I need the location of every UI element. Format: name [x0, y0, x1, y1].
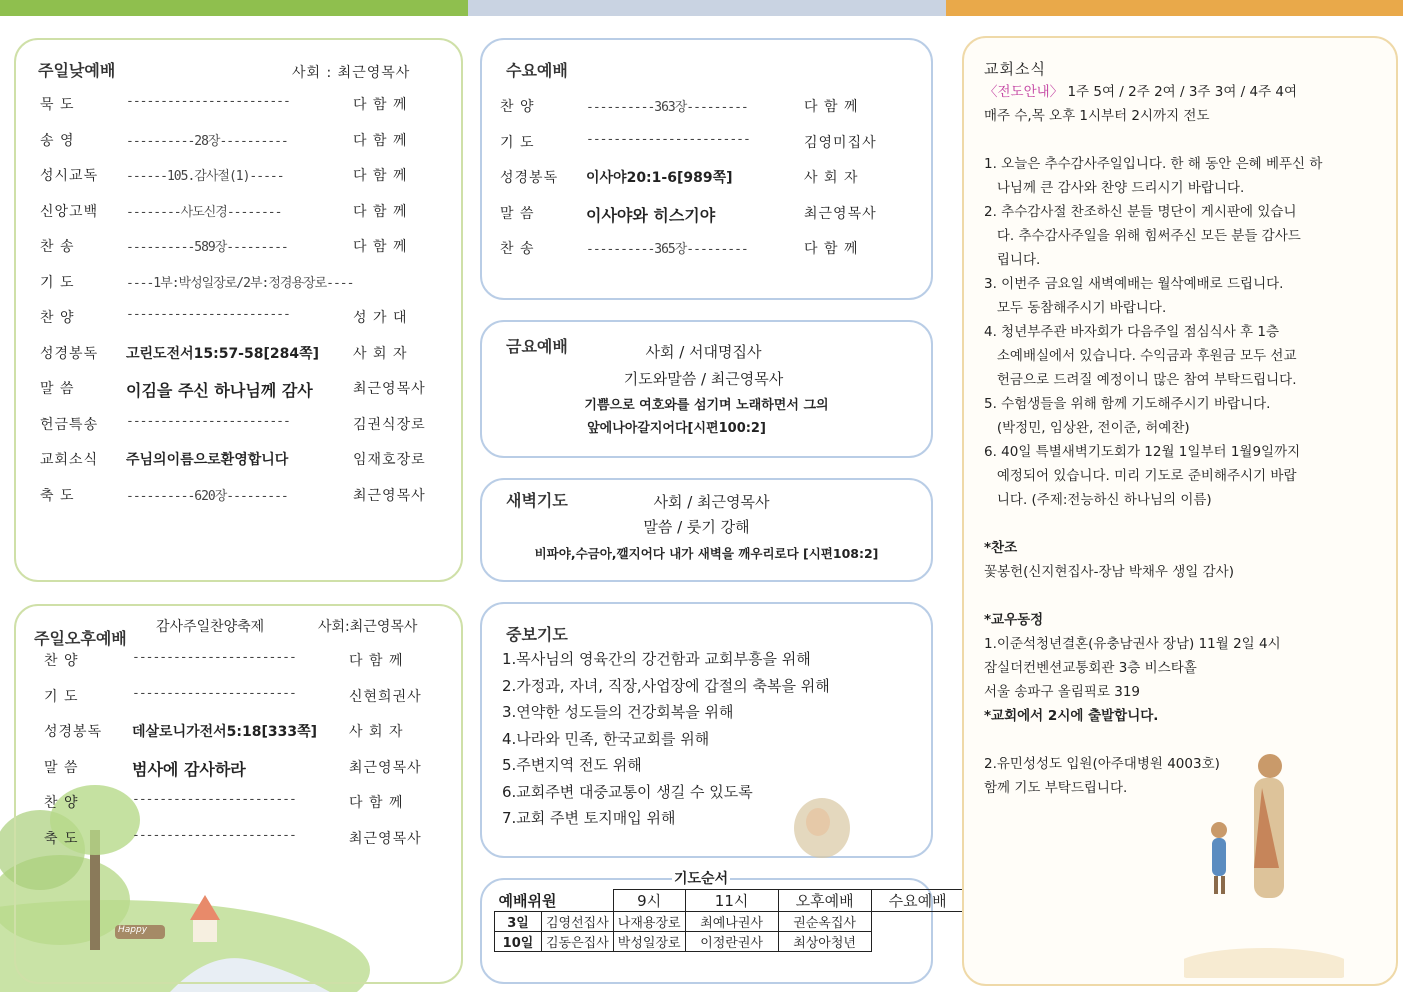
row-label: 송 영	[40, 132, 75, 149]
service-row	[16, 272, 461, 296]
row-person: 김권식장로	[353, 416, 426, 433]
service-row	[16, 792, 461, 816]
row-content: 이사야20:1-6[989쪽]	[586, 170, 733, 186]
row-content: ------------------------	[126, 413, 290, 429]
news-text: 2. 추수감사절 찬조하신 분들 명단이 게시판에 있습니	[984, 204, 1297, 220]
prayer-schedule-header	[495, 890, 965, 912]
news-text: 다. 추수감사주일을 위해 힘써주신 모든 분들 감사드	[984, 228, 1301, 244]
news-line	[984, 608, 1364, 632]
row-label: 찬 송	[500, 241, 535, 257]
news-text: 잠실더컨벤션교통회관 3층 비스타홀	[984, 660, 1197, 676]
dawn-prayer-panel	[480, 478, 933, 582]
row-label: 성경봉독	[40, 345, 99, 362]
row-person: 다 함 께	[353, 132, 408, 149]
row-person: 최근영목사	[353, 487, 426, 504]
header-cell: 수요예배	[871, 890, 964, 912]
friday-verse-1: 기쁨으로 여호와를 섬기며 노래하면서 그의	[584, 398, 829, 413]
row-label: 기 도	[44, 688, 79, 705]
news-line	[984, 776, 1364, 800]
table-cell: 김영선집사	[542, 912, 614, 932]
row-content: 범사에 감사하라	[132, 759, 246, 779]
row-person: 사 회 자	[804, 170, 859, 186]
row-label: 찬 양	[44, 653, 79, 669]
row-content: ------------------------	[132, 650, 296, 665]
news-line	[984, 512, 1364, 536]
row-label: 기 도	[500, 134, 535, 151]
row-content: ------------------------	[132, 685, 296, 701]
sunday-afternoon-subtitle: 감사주일찬양축제	[156, 619, 265, 635]
news-line	[984, 704, 1364, 728]
row-person: 최근영목사	[804, 205, 877, 222]
row-content: 이사야와 히스기야	[586, 205, 716, 225]
row-person: 사 회 자	[353, 345, 408, 362]
list-item: 7.교회 주변 토지매입 위해	[502, 809, 676, 827]
news-text: 소예배실에서 있습니다. 수익금과 후원금 모두 선교	[984, 348, 1297, 364]
news-text: 2.유민성성도 입원(아주대병원 4003호)	[984, 756, 1220, 772]
news-line	[984, 248, 1364, 272]
row-person: 김영미집사	[804, 134, 877, 151]
news-line	[984, 272, 1364, 296]
news-line	[984, 200, 1364, 224]
news-text: 나님께 큰 감사와 찬양 드리시기 바랍니다.	[984, 180, 1245, 196]
row-label: 축 도	[44, 830, 79, 847]
row-person: 성 가 대	[353, 310, 408, 326]
row-label: 찬 양	[500, 99, 535, 115]
news-text: (박정민, 임상완, 전이준, 허예찬)	[984, 420, 1190, 436]
row-person: 최근영목사	[353, 381, 426, 397]
header-cell: 11시	[685, 890, 778, 912]
news-text: 꽃봉헌(신지현집사-장남 박채우 생일 감사)	[984, 564, 1234, 580]
row-content: ----------365장---------	[586, 242, 748, 257]
news-text: 1. 오늘은 추수감사주일입니다. 한 해 동안 은혜 베푸신 하	[984, 156, 1323, 172]
row-label: 찬 양	[40, 310, 75, 326]
service-row	[16, 485, 461, 509]
row-person: 최근영목사	[349, 759, 422, 776]
row-label: 성경봉독	[500, 170, 559, 186]
news-line	[984, 488, 1364, 512]
row-label: 말 씀	[40, 381, 75, 397]
news-line	[984, 536, 1364, 560]
figure-illustration	[782, 794, 862, 858]
row-label: 축 도	[40, 487, 75, 504]
row-label: 찬 송	[40, 239, 75, 255]
sunday-morning-leader: 사회 : 최근영목사	[292, 65, 411, 81]
table-cell: 나재용장로	[613, 912, 685, 932]
list-item: 1.목사님의 영육간의 강건함과 교회부흥을 위해	[502, 650, 811, 668]
table-cell: 최예나권사	[685, 912, 778, 932]
friday-leader: 사회 / 서대명집사	[645, 343, 762, 361]
table-cell: 최상아청년	[778, 932, 871, 952]
news-text: 3. 이번주 금요일 새벽예배는 월삭예배로 드립니다.	[984, 276, 1284, 292]
news-text: 4. 청년부주관 바자회가 다음주일 점심식사 후 1층	[984, 324, 1279, 340]
news-text: *교회에서 2시에 출발합니다.	[984, 708, 1159, 724]
news-text: 〈전도안내〉	[984, 84, 1064, 100]
intercession-panel	[480, 602, 933, 858]
service-row	[16, 94, 461, 118]
table-cell: 박성일장로	[613, 932, 685, 952]
news-line	[984, 632, 1364, 656]
row-label: 성경봉독	[44, 724, 103, 740]
service-row	[482, 167, 931, 191]
news-line	[984, 152, 1364, 176]
news-line	[984, 128, 1364, 152]
sunday-afternoon-leader: 사회:최근영목사	[318, 619, 418, 635]
row-label: 성시교독	[40, 168, 99, 184]
news-line	[984, 656, 1364, 680]
news-text: 1.이준석청년결혼(유충남권사 장남) 11월 2일 4시	[984, 636, 1281, 652]
news-text: 매주 수,목 오후 1시부터 2시까지 전도	[984, 108, 1210, 124]
sunday-morning-title: 주일낮예배	[38, 61, 116, 80]
news-line	[984, 464, 1364, 488]
service-row	[16, 130, 461, 154]
list-item: 5.주변지역 전도 위해	[502, 756, 642, 774]
wednesday-title: 수요예배	[506, 61, 568, 80]
service-row	[16, 757, 461, 781]
header-cell: 오후예배	[778, 890, 871, 912]
church-news-title: 교회소식	[984, 60, 1046, 78]
row-person: 다 함 께	[353, 239, 408, 255]
news-line	[984, 728, 1364, 752]
service-row	[482, 96, 931, 120]
sunday-afternoon-title: 주일오후예배	[34, 629, 127, 648]
news-line	[984, 176, 1364, 200]
service-row	[16, 307, 461, 331]
table-cell: 권순옥집사	[778, 912, 871, 932]
row-label: 교회소식	[40, 452, 99, 468]
row-person: 다 함 께	[804, 99, 859, 115]
table-row	[495, 912, 965, 932]
row-person: 사 회 자	[349, 724, 404, 740]
list-item: 4.나라와 민족, 한국교회를 위해	[502, 729, 710, 748]
news-line	[984, 80, 1364, 104]
row-label: 기 도	[40, 274, 75, 291]
row-content: 데살로니가전서5:18[333쪽]	[132, 724, 318, 740]
row-content: ----1부:박성일장로/2부:정경용장로----	[126, 275, 354, 291]
row-content: ----------589장---------	[126, 240, 288, 255]
row-content: ----------28장----------	[126, 133, 288, 149]
friday-title: 금요예배	[506, 337, 568, 356]
row-label: 신앙고백	[40, 203, 99, 220]
row-person: 임재호장로	[353, 452, 426, 468]
date-cell: 3일	[495, 912, 542, 932]
table-cell: 이정란권사	[685, 932, 778, 952]
service-row	[16, 165, 461, 189]
service-row	[16, 721, 461, 745]
dawn-prayer-title: 새벽기도	[506, 491, 568, 510]
news-text: 5. 수험생들을 위해 함께 기도해주시기 바랍니다.	[984, 396, 1271, 412]
news-line	[984, 104, 1364, 128]
row-content: ------------------------	[132, 827, 296, 843]
row-content: 고린도전서15:57-58[284쪽]	[126, 345, 320, 362]
intercession-title: 중보기도	[506, 625, 568, 644]
service-row	[16, 343, 461, 367]
row-label: 찬 양	[44, 795, 79, 811]
service-row	[16, 828, 461, 852]
prayer-schedule-table	[494, 889, 965, 952]
service-row	[482, 132, 931, 156]
news-line	[984, 224, 1364, 248]
news-line	[984, 680, 1364, 704]
news-line	[984, 344, 1364, 368]
row-label: 말 씀	[44, 759, 79, 776]
date-cell: 10일	[495, 932, 542, 952]
top-bar-blue	[468, 0, 946, 16]
list-item: 3.연약한 성도들의 건강회복을 위해	[502, 703, 734, 721]
service-row	[16, 449, 461, 473]
row-person: 다 함 께	[353, 168, 408, 184]
news-line	[984, 584, 1364, 608]
news-line	[984, 392, 1364, 416]
service-row	[16, 686, 461, 710]
row-label: 묵 도	[40, 97, 75, 113]
row-content: ------------------------	[586, 131, 750, 147]
prayer-schedule-title: 기도순서	[672, 868, 730, 888]
news-line	[984, 560, 1364, 584]
row-label: 헌금특송	[40, 416, 99, 433]
dawn-leader: 사회 / 최근영목사	[653, 493, 770, 511]
news-line	[984, 416, 1364, 440]
row-content: ----------620장---------	[126, 488, 288, 504]
row-content: 이김을 주신 하나님께 감사	[126, 381, 313, 400]
wednesday-panel	[480, 38, 933, 300]
dawn-sermon: 말씀 / 룻기 강해	[643, 518, 750, 536]
top-bar-green	[0, 0, 468, 16]
service-row	[482, 238, 931, 262]
news-text: 함께 기도 부탁드립니다.	[984, 780, 1128, 796]
happy-sign: Happy	[118, 925, 148, 935]
friday-panel	[480, 320, 933, 458]
news-text: 립니다.	[984, 252, 1041, 268]
service-row	[482, 203, 931, 227]
row-person: 다 함 께	[353, 203, 408, 220]
friday-sermon: 기도와말씀 / 최근영목사	[623, 370, 784, 388]
list-item: 6.교회주변 대중교통이 생길 수 있도록	[502, 782, 753, 801]
row-content: 주님의이름으로환영합니다	[126, 452, 289, 468]
row-person: 다 함 께	[804, 241, 859, 257]
service-row	[16, 378, 461, 402]
row-person: 다 함 께	[349, 795, 404, 811]
news-text: 헌금으로 드려질 예정이니 많은 참여 부탁드립니다.	[984, 372, 1297, 388]
table-cell: 김동은집사	[542, 932, 614, 952]
row-content: --------사도신경--------	[126, 204, 282, 220]
news-text: 니다. (주제:전능하신 하나님의 이름)	[984, 492, 1212, 508]
sunday-afternoon-panel	[14, 604, 463, 984]
news-text: 6. 40일 특별새벽기도회가 12월 1일부터 1월9일까지	[984, 444, 1301, 460]
news-text-rest: 1주 5여 / 2주 2여 / 3주 3여 / 4주 4여	[1063, 84, 1298, 100]
sunday-morning-panel	[14, 38, 463, 582]
news-line	[984, 752, 1364, 776]
news-text: 모두 동참해주시기 바랍니다.	[984, 300, 1167, 316]
news-line	[984, 320, 1364, 344]
church-news-body	[984, 80, 1364, 800]
row-person: 신현희권사	[349, 688, 422, 705]
header-cell: 예배위원	[495, 890, 614, 912]
dawn-verse: 비파야,수금아,깰지어다 내가 새벽을 깨우리로다 [시편108:2]	[534, 546, 879, 561]
news-text: *교우동정	[984, 612, 1044, 628]
news-line	[984, 368, 1364, 392]
news-line	[984, 296, 1364, 320]
friday-verse-2: 앞에나아갈지어다[시편100:2]	[587, 421, 766, 436]
top-bar-orange	[946, 0, 1403, 16]
service-row	[16, 236, 461, 260]
row-person: 다 함 께	[353, 97, 408, 113]
row-person: 다 함 께	[349, 653, 404, 669]
list-item: 2.가정과, 자녀, 직장,사업장에 갑절의 축복을 위해	[502, 676, 830, 695]
table-row	[495, 932, 965, 952]
row-content: ------105.감사절(1)-----	[126, 169, 284, 184]
row-content: ------------------------	[126, 307, 290, 322]
row-label: 말 씀	[500, 205, 535, 222]
row-person: 최근영목사	[349, 830, 422, 847]
service-row	[16, 414, 461, 438]
row-content: ------------------------	[126, 94, 290, 109]
row-content: ----------363장---------	[586, 100, 748, 115]
service-row	[16, 650, 461, 674]
header-cell: 9시	[613, 890, 685, 912]
row-content: ------------------------	[132, 792, 296, 807]
news-text: 예정되어 있습니다. 미리 기도로 준비해주시기 바랍	[984, 468, 1297, 484]
news-text: 서울 송파구 올림픽로 319	[984, 684, 1141, 700]
news-line	[984, 440, 1364, 464]
news-text: *찬조	[984, 540, 1018, 556]
service-row	[16, 201, 461, 225]
